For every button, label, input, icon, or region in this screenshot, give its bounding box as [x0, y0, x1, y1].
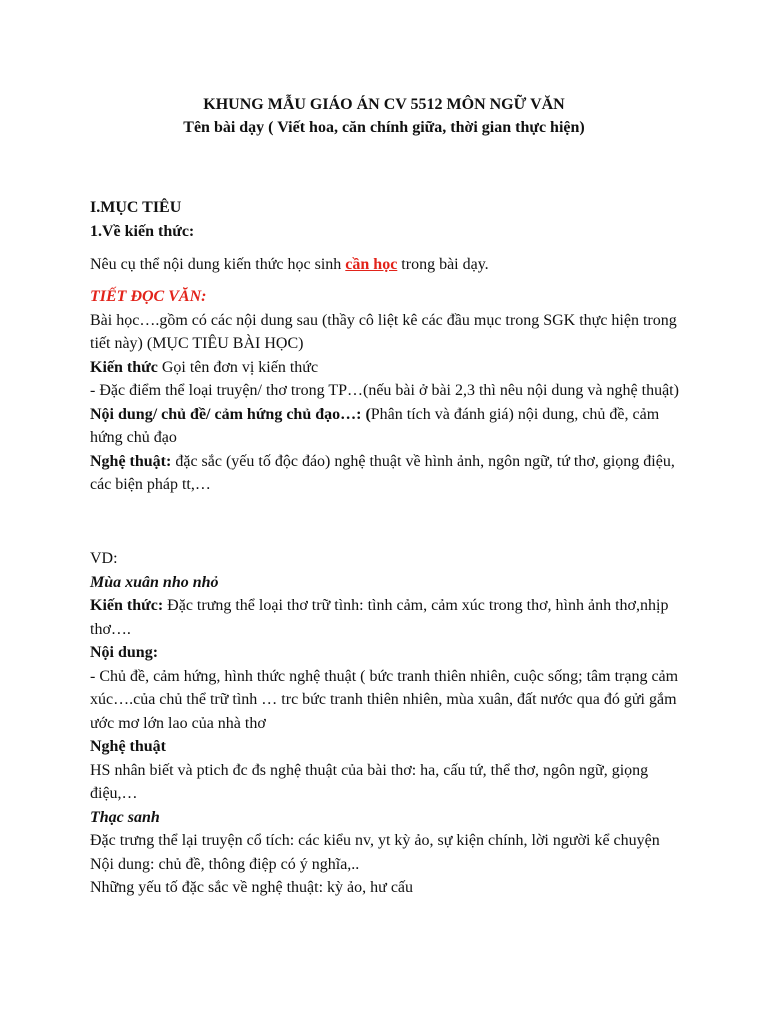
- example-nghe-thuat-text: HS nhân biết và ptich đc đs nghệ thuật của bài thơ: ha, cấu tứ, thể thơ, ngôn ngữ, giọng điệu,…: [90, 761, 649, 802]
- poem-title: Mùa xuân nho nhỏ: [90, 573, 219, 591]
- document-title: KHUNG MẪU GIÁO ÁN CV 5512 MÔN NGỮ VĂN: [203, 96, 565, 113]
- story-title: Thạc sanh: [90, 808, 160, 826]
- kien-thuc-text: Gọi tên đơn vị kiến thức: [157, 358, 319, 376]
- noi-dung-paragraph: [90, 403, 680, 450]
- bai-hoc-paragraph: Bài học….gồm có các nội dung sau (thầy cô liệt kê các đầu mục trong SGK thực hiện trong tiết này) (MỤC TIÊU BÀI HỌC): [90, 311, 677, 352]
- highlight-can-hoc: cần học: [345, 256, 398, 273]
- example-kien-thuc-paragraph: [90, 594, 680, 641]
- muc-tieu-section: [90, 196, 680, 243]
- intro-text-before: Nêu cụ thể nội dung kiến thức học sinh: [90, 256, 346, 273]
- intro-text-after: trong bài dạy.: [397, 256, 489, 273]
- nghe-thuat-label: Nghệ thuật:: [90, 452, 172, 470]
- tiet-doc-van-heading: TIẾT ĐỌC VĂN:: [90, 288, 207, 305]
- intro-paragraph: [90, 253, 680, 277]
- document-header: [0, 93, 768, 139]
- nghe-thuat-text: đặc sắc (yếu tố độc đáo) nghệ thuật về hình ảnh, ngôn ngữ, tứ thơ, giọng điệu, các biện pháp tt,…: [90, 452, 675, 493]
- story-noi-dung: Nội dung: chủ đề, thông điệp có ý nghĩa,..: [90, 855, 360, 873]
- example-nghe-thuat-label: Nghệ thuật: [90, 738, 167, 755]
- subheading-kien-thuc: 1.Về kiến thức:: [90, 222, 195, 240]
- story-nghe-thuat: Những yếu tố đặc sắc về nghệ thuật: kỳ ảo, hư cấu: [90, 879, 414, 896]
- example-kien-thuc-text: Đặc trưng thể loại thơ trữ tình: tình cảm, cảm xúc trong thơ, hình ảnh thơ,nhịp thơ….: [90, 597, 669, 638]
- example-section: [90, 547, 680, 900]
- dac-diem-paragraph: - Đặc điểm thể loại truyện/ thơ trong TP…(nếu bài ở bài 2,3 thì nêu nội dung và nghệ thuật): [90, 382, 679, 399]
- section-heading-muc-tieu: I.MỤC TIÊU: [90, 199, 182, 216]
- kien-thuc-line: [90, 356, 680, 380]
- noi-dung-label: Nội dung/ chủ đề/ cảm hứng chủ đạo…: (: [90, 405, 371, 423]
- story-dac-trung: Đặc trưng thể lại truyện cổ tích: các kiểu nv, yt kỳ ảo, sự kiện chính, lời người kể chuyện: [90, 832, 660, 849]
- example-kien-thuc-label: Kiến thức:: [90, 597, 164, 614]
- nghe-thuat-paragraph: [90, 450, 680, 497]
- kien-thuc-label: Kiến thức: [90, 358, 158, 376]
- example-label: VD:: [90, 550, 118, 567]
- document-subtitle: Tên bài dạy ( Viết hoa, căn chính giữa, thời gian thực hiện): [183, 119, 585, 136]
- example-noi-dung-label: Nội dung:: [90, 644, 159, 661]
- tiet-doc-van-section: [90, 285, 680, 497]
- noi-dung-text: Phân tích và đánh giá) nội dung, chủ đề, cảm hứng chủ đạo: [90, 405, 660, 446]
- example-noi-dung-text: - Chủ đề, cảm hứng, hình thức nghệ thuật ( bức tranh thiên nhiên, cuộc sống; tâm trạng cảm xúc….của chủ thể trữ tình … trc bức tranh thiên nhiên, mùa xuân, đất nước qua đó gửi gắm ước mơ lớn lao của nhà thơ: [90, 667, 679, 732]
